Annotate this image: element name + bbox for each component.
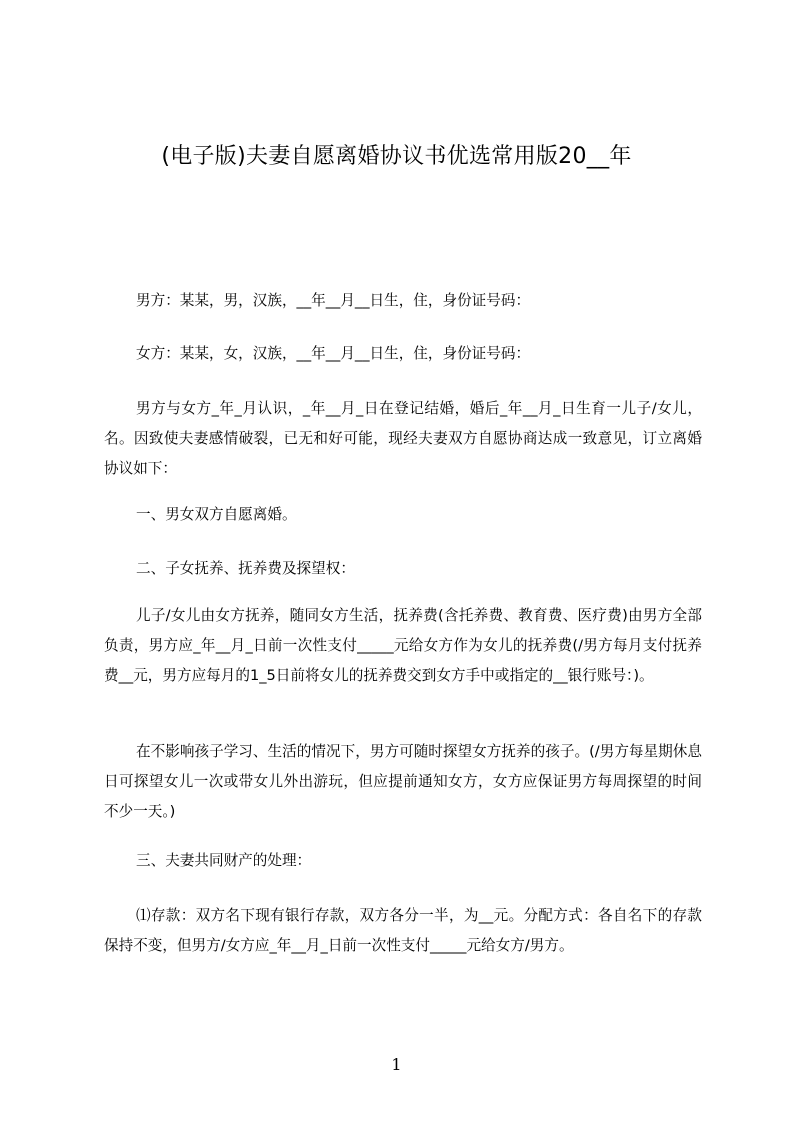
clause-1-voluntary-divorce: 一、男女双方自愿离婚。 — [136, 506, 297, 523]
page-number: 1 — [391, 1055, 402, 1074]
paragraph-deposits: ⑴存款：双方名下现有银行存款，双方各分一半，为__元。分配方式：各自名下的存款保持不变，但男方/女方应_年__月_日前一次性支付_____元给女方/男方。 — [104, 907, 702, 954]
paragraph-child-support: 儿子/女儿由女方抚养，随同女方生活，抚养费(含托养费、教育费、医疗费)由男方全部负责，男方应_年__月_日前一次性支付_____元给女方作为女儿的抚养费(/男方每月支付抚养费__元，男方应每月的1_5日前将女儿的抚养费交到女方手中或指定的__银行账号：)。 — [104, 607, 702, 684]
paragraph-male-party: 男方：某某，男，汉族，__年__月__日生，住，身份证号码： — [136, 292, 531, 309]
clause-3-heading: 三、夫妻共同财产的处理： — [136, 852, 312, 869]
paragraph-female-party: 女方：某某，女，汉族，__年__月__日生，住，身份证号码： — [136, 345, 531, 362]
clause-2-heading: 二、子女抚养、抚养费及探望权： — [136, 560, 355, 577]
paragraph-visitation: 在不影响孩子学习、生活的情况下，男方可随时探望女方抚养的孩子。(/男方每星期休息日可探望女儿一次或带女儿外出游玩，但应提前通知女方，女方应保证男方每周探望的时间不少一天。) — [104, 743, 702, 820]
document-title: (电子版)夫妻自愿离婚协议书优选常用版20__年 — [161, 144, 632, 169]
paragraph-background: 男方与女方_年_月认识，_年__月_日在登记结婚，婚后_年__月_日生育一儿子/女儿，名。因致使夫妻感情破裂，已无和好可能，现经夫妻双方自愿协商达成一致意见，订立离婚协议如下： — [104, 400, 702, 477]
